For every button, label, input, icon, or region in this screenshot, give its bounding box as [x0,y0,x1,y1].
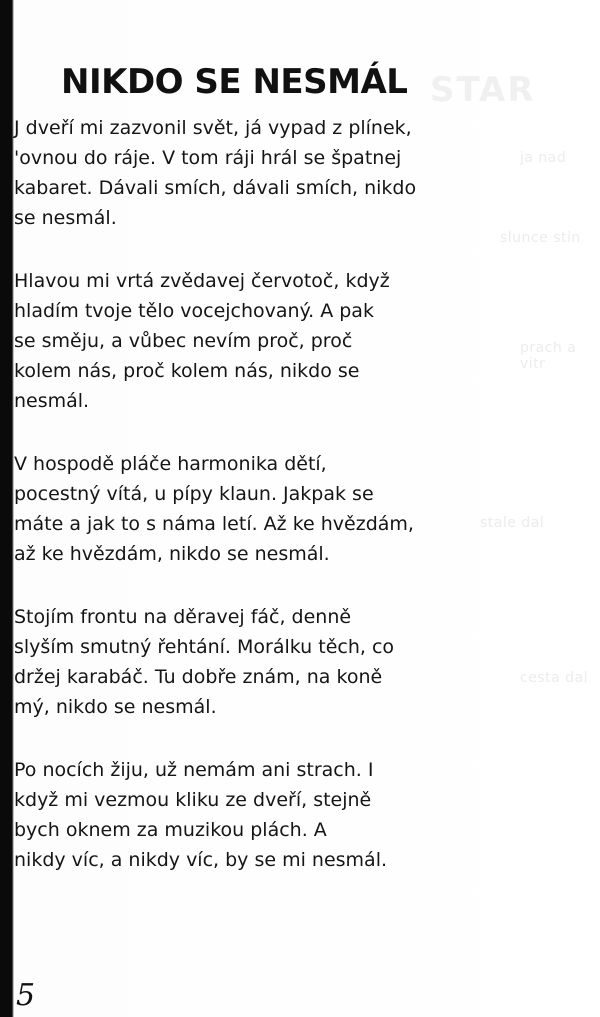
page-number: 5 [16,978,36,1013]
bleed-through-text: ja nad [520,150,567,166]
lyric-line: se nesmál. [14,207,117,229]
lyric-line: J dveří mi zazvonil svět, já vypad z plínek, [14,117,412,139]
verse-5 [14,755,600,875]
lyric-line: kolem nás, proč kolem nás, nikdo se [14,360,360,382]
lyric-line: držej karabáč. Tu dobře znám, na koně [14,666,383,688]
lyric-line: kabaret. Dávali smích, dávali smích, nikdo [14,177,417,199]
lyrics [14,113,600,908]
lyric-line: když mi vezmou kliku ze dveří, stejně [14,789,372,811]
lyric-line: 'ovnou do ráje. V tom ráji hrál se špatnej [14,147,402,169]
verse-3 [14,449,600,569]
lyric-line: pocestný vítá, u pípy klaun. Jakpak se [14,483,374,505]
lyric-line: slyším smutný řehtání. Morálku těch, co [14,636,395,658]
bleed-through-text: slunce stin [500,230,581,246]
bleed-through-text: stale dal [480,515,545,531]
lyric-line: se směju, a vůbec nevím proč, proč [14,330,353,352]
verse-1 [14,113,600,233]
lyric-line: V hospodě pláče harmonika dětí, [14,453,327,475]
lyric-line: Hlavou mi vrtá zvědavej červotoč, když [14,270,390,292]
verse-2 [14,266,600,416]
lyric-line: máte a jak to s náma letí. Až ke hvězdám, [14,513,414,535]
lyric-line: mý, nikdo se nesmál. [14,696,217,718]
lyric-line: hladím tvoje tělo vocejchovaný. A pak [14,300,374,322]
bleed-through-text: cesta dal [520,670,588,686]
lyric-line: Po nocích žiju, už nemám ani strach. I [14,759,374,781]
lyric-line: Stojím frontu na děravej fáč, denně [14,606,352,628]
lyric-line: až ke hvězdám, nikdo se nesmál. [14,543,330,565]
lyric-line: nikdy víc, a nikdy víc, by se mi nesmál. [14,849,388,871]
lyric-line: bych oknem za muzikou plách. A [14,819,327,841]
song-title: NIKDO SE NESMÁL [61,62,408,102]
bleed-through-heading: STAR [430,70,536,110]
verse-4 [14,602,600,722]
bleed-through-text: prach a vitr [520,340,577,372]
lyric-line: nesmál. [14,390,90,412]
